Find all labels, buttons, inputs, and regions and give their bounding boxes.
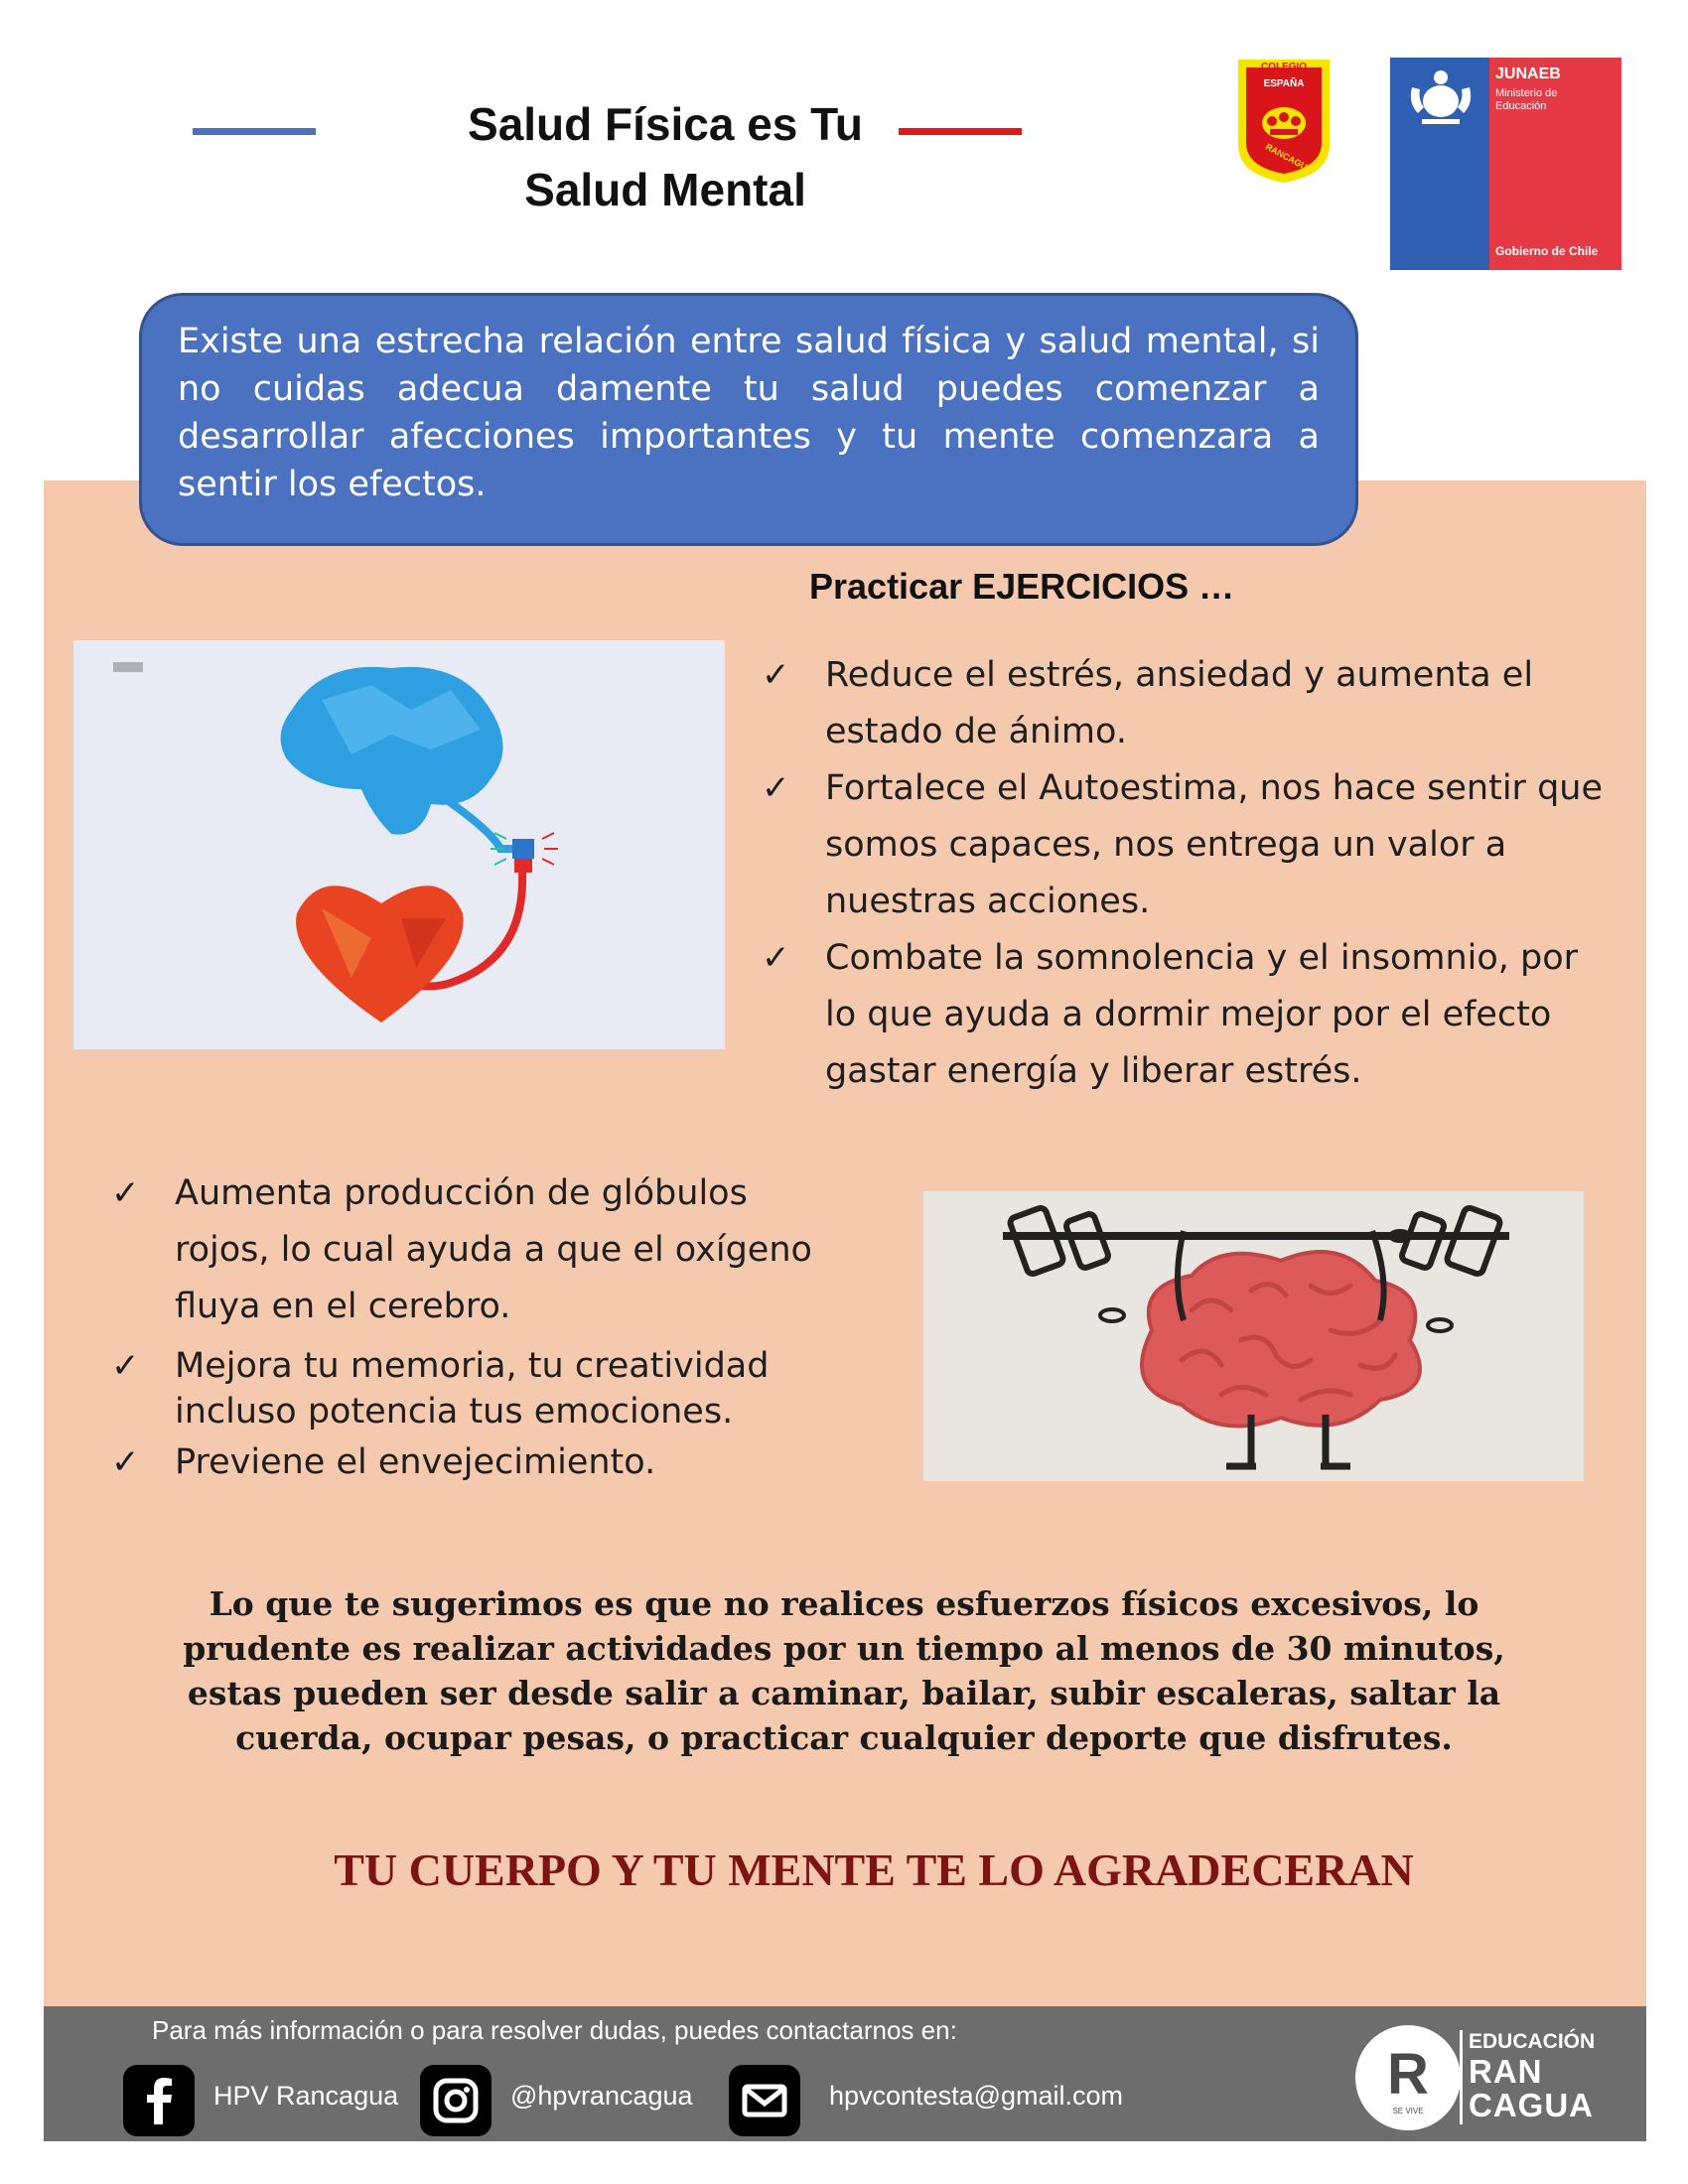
list-item: ✓ Fortalece el Autoestima, nos hace sentir que somos capaces, nos entrega un valor a nuestras acciones. bbox=[762, 760, 1616, 930]
section-title: Practicar EJERCICIOS … bbox=[809, 566, 1235, 607]
brand-divider bbox=[1460, 2030, 1463, 2124]
facebook-icon[interactable] bbox=[123, 2065, 195, 2136]
colegio-line2: ESPAÑA bbox=[1263, 78, 1305, 89]
benefits-list-1 bbox=[762, 647, 1616, 1100]
benefits-list-2 bbox=[111, 1165, 826, 1491]
closing-message: TU CUERPO Y TU MENTE TE LO AGRADECERAN bbox=[334, 1844, 1414, 1895]
list-item: ✓ Combate la somnolencia y el insomnio, por lo que ayuda a dormir mejor por el efecto gastar energía y liberar estrés. bbox=[762, 930, 1616, 1100]
list-item: ✓ Previene el envejecimiento. bbox=[111, 1434, 826, 1491]
brain-weightlifting-illustration bbox=[923, 1191, 1584, 1481]
list-item: ✓ Aumenta producción de glóbulos rojos, lo cual ayuda a que el oxígeno fluya en el cerebro. bbox=[111, 1165, 826, 1335]
instagram-icon[interactable] bbox=[420, 2065, 492, 2136]
check-icon: ✓ bbox=[111, 1346, 140, 1386]
colegio-line3: RANCAGUA bbox=[1263, 141, 1315, 176]
brand-tag: SE VIVE bbox=[1392, 2107, 1424, 2116]
check-icon: ✓ bbox=[111, 1442, 140, 1482]
mail-icon[interactable] bbox=[729, 2065, 800, 2136]
check-icon: ✓ bbox=[762, 768, 790, 808]
educacion-rancagua-logo: R SE VIVE bbox=[1355, 2025, 1461, 2130]
red-rule bbox=[899, 128, 1022, 135]
chile-coat-of-arms-icon bbox=[1404, 68, 1477, 129]
check-icon: ✓ bbox=[762, 655, 790, 695]
intro-callout: Existe una estrecha relación entre salud física y salud mental, si no cuidas adecua damente tu salud puedes comenzar a desarrollar afecciones importantes y tu mente comenzara a sentir los efectos. bbox=[139, 293, 1358, 546]
check-icon: ✓ bbox=[762, 938, 790, 978]
junaeb-gov: Gobierno de Chile bbox=[1495, 244, 1599, 258]
blue-rule bbox=[193, 128, 316, 135]
facebook-label[interactable]: HPV Rancagua bbox=[213, 2081, 399, 2111]
colegio-espana-logo bbox=[1236, 58, 1332, 185]
colegio-line1: COLEGIO bbox=[1260, 62, 1308, 72]
brand-line1: EDUCACIÓN bbox=[1469, 2030, 1596, 2053]
list-item: ✓ Reduce el estrés, ansiedad y aumenta el estado de ánimo. bbox=[762, 647, 1616, 760]
check-icon: ✓ bbox=[111, 1173, 140, 1213]
advice-paragraph: Lo que te sugerimos es que no realices esfuerzos físicos excesivos, lo prudente es realizar actividades por un tiempo al menos de 30 minutos, estas pueden ser desde salir a caminar, bailar, subir escaleras, saltar la cuerda, ocupar pesas, o practicar cualquier deporte que disfrutes. bbox=[183, 1584, 1505, 1757]
instagram-label[interactable]: @hpvrancagua bbox=[510, 2081, 693, 2111]
email-label[interactable]: hpvcontesta@gmail.com bbox=[829, 2081, 1124, 2111]
brand-line2: RAN bbox=[1469, 2053, 1543, 2090]
brand-line3: CAGUA bbox=[1469, 2087, 1594, 2123]
page-title: Salud Física es Tu Salud Mental bbox=[468, 98, 863, 215]
brain-heart-illustration bbox=[73, 640, 725, 1049]
junaeb-logo bbox=[1390, 58, 1621, 270]
contact-text: Para más información o para resolver dudas, puedes contactarnos en: bbox=[152, 2015, 957, 2045]
junaeb-ministry: Ministerio de Educación bbox=[1495, 87, 1558, 112]
list-item: ✓ Mejora tu memoria, tu creatividad incluso potencia tus emociones. bbox=[111, 1343, 826, 1434]
junaeb-name: JUNAEB bbox=[1495, 66, 1561, 82]
